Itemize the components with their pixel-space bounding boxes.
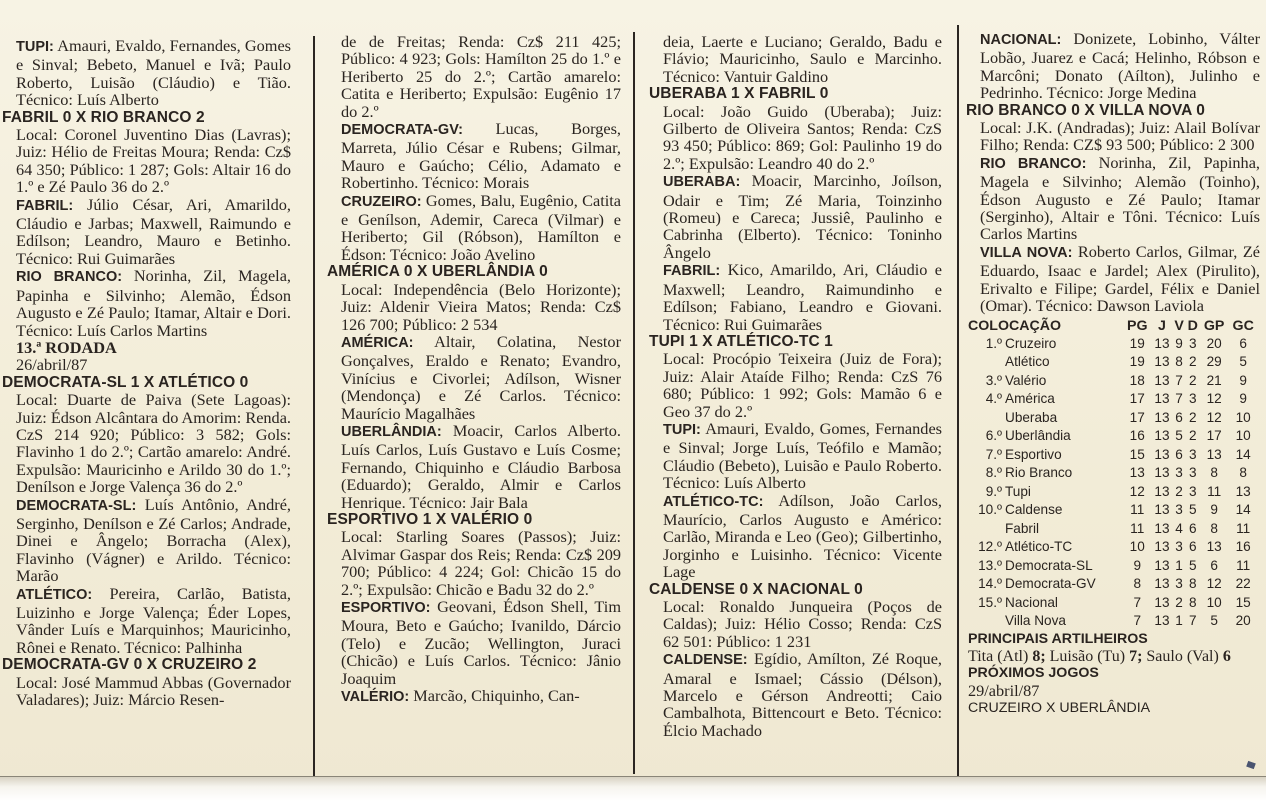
standings-row [968,483,1258,502]
standings-d: 7 [1188,613,1197,628]
team-label: RIO BRANCO: [980,155,1087,172]
standings-j: 13 [1154,409,1170,425]
match-info: Local: Procópio Teixeira (Juiz de Fora); Juiz: Alair Ataíde Filho; Renda: CzS 76 680; Público: 1 992; Gols: Mamão 6 e Geo 37 do 2.º [663,349,942,421]
standings-v: 1 [1175,613,1183,628]
standings-gc: 8 [1239,465,1247,480]
scorer-goals: 8 [1032,647,1041,665]
standings-v: 6 [1175,409,1183,425]
lineup-paragraph [655,261,942,333]
lineup-text: Adílson, João Carlos, Maurício, Carlos Augusto e Américo: Carlão, Miranda e Leo (Geo); Gilbertinho, Jorginho e Luisinho. Técnico: Vicente Lage [663,490,943,582]
standings-gp: 11 [1207,483,1222,499]
lineup-paragraph [972,30,1260,102]
standings-v: 8 [1175,354,1183,369]
separator: ; [1040,647,1046,665]
standings-gp: 20 [1206,335,1222,351]
lineup-text: Gomes, Balu, Eugênio, Catita e Genílson, Ademir, Careca (Vilmar) e Heriberto; Gil (Róbson), Hamílton e Édson: Técnico: João Avelino [341,190,622,264]
standings-pg: 17 [1129,391,1145,406]
standings-d: 6 [1188,539,1197,554]
lineup-paragraph [8,37,291,109]
standings-v: 3 [1175,465,1183,480]
column-2 [327,32,622,706]
standings-v: 1 [1175,557,1183,573]
match-title: DEMOCRATA-GV 0 X CRUZEIRO 2 [2,656,257,674]
team-label: CALDENSE: [663,652,748,669]
standings-row [968,390,1258,409]
standings-d: 5 [1188,557,1197,573]
standings-d: 3 [1188,335,1197,351]
round-title: 13.ª RODADA [16,337,117,357]
standings-gc: 11 [1236,557,1251,573]
lineup-text: Roberto Carlos, Gilmar, Zé Eduardo, Isaac e Jardel; Alex (Pirulito), Erivalto e Filipe; Gardel, Félix e Daniel (Omar). Técnico: Dawson Laviola [980,241,1261,316]
scorer-goals: 6 [1222,647,1231,665]
standings-position: 12.º [978,539,1002,554]
standings-position: 6.º [985,428,1002,443]
standings-gp: 5 [1210,613,1218,628]
match-info: Local: José Mammud Abbas (Governador Valadares); Juiz: Márcio Resen- [16,672,291,710]
standings-gp: 13 [1206,446,1222,462]
match-title: TUPI 1 X ATLÉTICO-TC 1 [649,332,833,350]
lineup-paragraph [972,154,1260,243]
standings-gc: 22 [1235,576,1251,591]
lineup-paragraph [8,496,291,585]
standings-pg: 12 [1129,483,1145,499]
standings-j: 13 [1154,557,1170,573]
standings-position [968,520,1005,539]
standings-d: 3 [1188,483,1197,499]
lineup-text: Amauri, Evaldo, Fernandes, Gomes e Sinval; Bebeto, Manuel e Ivã; Paulo Roberto, Luisão (Cláudio) e Tião. Técnico: Luís Alberto [16,36,292,110]
standings-pg: 18 [1129,372,1145,388]
match-title: AMÉRICA 0 X UBERLÂNDIA 0 [327,263,548,281]
standings-pg: 9 [1133,557,1142,573]
standings-gc: 14 [1235,446,1251,462]
standings-d: 2 [1188,428,1197,443]
lineup-text: Donizete, Lobinho, Válter Lobão, Juarez e Cacá; Helinho, Róbson e Marcôni; Donato (Aílton), Julinho e Pedrinho. Técnico: Jorge Medina [980,29,1260,103]
standings-team: Atlético [1005,354,1050,369]
match-title: UBERABA 1 X FABRIL 0 [649,85,829,103]
match-info: de de Freitas; Renda: Cz$ 211 425; Público: 4 923; Gols: Hamílton 25 do 1.º e Heriberto 25 do 2.º; Cartão amarelo: Catita e Heriberto; Expulsão: Eugênio 17 do 2.º [341,32,621,121]
standings-gp: 10 [1206,594,1222,610]
lineup-paragraph [8,267,291,339]
lineup-text: Júlio César, Ari, Amarildo, Cláudio e Jarbas; Maxwell, Raimundo e Edílson; Leandro, Mauro e Betinho. Técnico: Rui Guimarães [16,194,291,268]
match-info: Local: Ronaldo Junqueira (Poços de Caldas); Juiz: Hélio Cosso; Renda: CzS 62 501: Público: 1 231 [663,597,942,651]
standings-d: 2 [1188,354,1197,369]
standings-team: Fabril [1005,520,1039,536]
standings-row [968,575,1258,594]
standings-row [968,409,1258,428]
column-rule [957,25,959,777]
standings-pg: 19 [1129,335,1145,351]
lineup-text: Kico, Amarildo, Ari, Cláudio e Maxwell; Leandro, Raimundinho e Edílson; Fabiano, Leandro e Giovani. Técnico: Rui Guimarães [663,260,942,334]
standings-team: Democrata-SL [1005,557,1093,573]
standings-j: 13 [1154,520,1170,536]
lineup-paragraph [655,650,942,739]
lineup-paragraph [8,585,291,657]
paper-bottom-edge [0,776,1266,801]
standings-pg: 16 [1129,428,1145,443]
standings-j: 13 [1154,428,1170,443]
team-label: DEMOCRATA-GV: [341,122,463,139]
standings-row [968,501,1258,520]
team-label: NACIONAL: [980,32,1062,48]
standings-gc: 5 [1239,354,1247,369]
team-label: ATLÉTICO-TC: [663,493,764,510]
match-title: CALDENSE 0 X NACIONAL 0 [649,580,863,598]
standings-gp: 8 [1210,465,1218,480]
next-games-title: PRÓXIMOS JOGOS [968,664,1099,681]
standings-team: Cruzeiro [1005,335,1057,351]
team-label: RIO BRANCO: [16,269,123,286]
standings-table [968,317,1258,631]
standings-d: 2 [1188,409,1197,425]
standings-gp: 9 [1210,502,1218,517]
standings-row [968,335,1258,354]
standings-position: 15.º [978,594,1002,610]
standings-gc: 10 [1235,428,1251,443]
lineup-text: Luís Antônio, André, Serginho, Denílson e Zé Carlos; Andrade, Dinei e Ângelo; Borracha (Alex), Flavinho (Vágner) e Arildo. Técnico: Marão [16,494,292,586]
next-games-date: 29/abril/87 [968,680,1040,700]
standings-team: Esportivo [1005,446,1062,462]
standings-gc: 13 [1235,483,1251,499]
scorer-name: Tita (Atl) [968,647,1029,665]
separator: ; [1137,647,1143,665]
lineup-paragraph [972,243,1260,315]
scorers-title: PRINCIPAIS ARTILHEIROS [968,630,1148,647]
standings-position: 1.º [985,335,1002,351]
standings-j: 13 [1154,483,1170,499]
standings-position [968,612,1005,631]
standings-pg: 8 [1133,576,1142,591]
standings-gp: 29 [1206,354,1222,369]
standings-d: 2 [1188,372,1197,388]
team-label: CRUZEIRO: [341,193,422,210]
standings-gc: 14 [1235,502,1251,517]
standings-team: América [1005,391,1055,406]
match-title: ESPORTIVO 1 X VALÉRIO 0 [327,510,533,528]
team-label: FABRIL: [663,263,721,280]
standings-team: Uberaba [1005,409,1058,425]
standings-position: 9.º [985,483,1002,499]
standings-row [968,520,1258,539]
team-label: FABRIL: [16,197,74,214]
column-1 [2,36,292,710]
standings-row [968,446,1258,465]
standings-team: Villa Nova [1005,613,1066,628]
standings-pg: 7 [1133,613,1142,628]
match-info: Local: Independência (Belo Horizonte); Juiz: Aldenir Vieira Matos; Renda: Cz$ 126 700; Público: 2 534 [341,279,621,334]
standings-j: 13 [1154,502,1170,517]
standings-j: 13 [1154,372,1170,388]
standings-v: 6 [1175,446,1183,462]
team-label: ESPORTIVO: [341,600,431,616]
standings-j: 13 [1154,391,1170,406]
standings-v: 7 [1175,372,1183,388]
team-label: UBERLÂNDIA: [341,423,442,440]
scorers-line [968,648,1260,665]
standings-v: 3 [1175,539,1183,554]
header-gc: GC [1232,317,1254,334]
match-info: Local: J.K. (Andradas); Juiz: Alail Bolívar Filho; Renda: CZ$ 93 500; Público: 2 300 [980,118,1260,155]
standings-j: 13 [1154,539,1170,554]
standings-position: 3.º [985,372,1002,388]
standings-pg: 15 [1129,446,1145,462]
lineup-text: Pereira, Carlão, Batista, Luizinho e Jorge Valença; Éder Lopes, Vânder Luís e Marquinhos; Mauricinho, Rônei e Renato. Técnico: Palhinha [16,583,291,657]
match-title: FABRIL 0 X RIO BRANCO 2 [2,108,205,126]
lineup-text: deia, Laerte e Luciano; Geraldo, Badu e Flávio; Mauricinho, Saulo e Marcinho. Técnico: Vantuir Galdino [663,32,942,86]
standings-pg: 7 [1133,594,1142,610]
team-label: VILLA NOVA: [980,244,1073,261]
standings-gc: 15 [1235,594,1251,610]
column-4 [966,29,1261,717]
standings-v: 4 [1175,520,1183,536]
standings-v: 3 [1175,502,1183,517]
standings-row [968,612,1258,631]
standings-gp: 12 [1206,576,1222,591]
standings-d: 6 [1188,520,1197,536]
team-label: UBERABA: [663,174,741,191]
standings-team: Valério [1005,372,1047,388]
standings-pg: 17 [1129,409,1145,425]
standings-pg: 10 [1129,539,1145,554]
lineup-text: Marcão, Chiquinho, Can- [413,686,580,706]
lineup-paragraph [333,598,621,687]
team-label: ATLÉTICO: [16,586,93,603]
standings-pg: 13 [1129,465,1145,480]
header-gp: GP [1203,317,1225,334]
lineup-paragraph [8,196,291,268]
lineup-paragraph [333,333,621,422]
standings-pg: 11 [1130,520,1145,536]
standings-d: 8 [1188,576,1197,591]
standings-gp: 17 [1206,428,1222,443]
match-info: Local: João Guido (Uberaba); Juiz: Gilberto de Oliveira Santos; Renda: CzS 93 450; Público: 869; Gol: Paulinho 19 do 2.º; Expulsão: Leandro 40 do 2.º [663,101,942,173]
lineup-text: Altair, Colatina, Nestor Gonçalves, Eraldo e Renato; Evandro, Vinícius e Civorlei; Adílson, Wisner (Mendonça) e Zé Carlos. Técnico: Maurício Magalhães [341,331,621,423]
standings-team: Uberlândia [1005,428,1071,443]
standings-row [968,464,1258,483]
standings-d: 3 [1188,465,1197,480]
lineup-text: Geovani, Édson Shell, Tim Moura, Beto e Gaúcho; Ivanildo, Dárcio (Telo) e Zucão; Wellington, Juraci (Chicão) e Luís Carlos. Técnico: Jânio Joaquim [341,597,621,688]
standings-v: 3 [1175,576,1183,591]
standings-v: 2 [1175,483,1183,499]
match-title: DEMOCRATA-SL 1 X ATLÉTICO 0 [2,373,249,391]
standings-v: 9 [1175,335,1183,351]
standings-body [968,335,1258,631]
standings-gp: 13 [1206,539,1222,554]
team-label: DEMOCRATA-SL: [16,497,137,514]
standings-j: 13 [1154,576,1170,591]
standings-position [968,353,1005,372]
header-d: D [1187,317,1198,334]
standings-gc: 10 [1235,409,1251,425]
lineup-paragraph [655,172,942,261]
lineup-paragraph [655,492,942,581]
standings-position: 10.º [978,502,1002,517]
column-rule [633,32,635,774]
match-info: Local: Duarte de Paiva (Sete Lagoas): Juiz: Édson Alcântara do Amorim: Renda. CzS 214 920; Público: 3 582; Gols: Flavinho 1 do 2.º; Cartão amarelo: André. Expulsão: Mauricinho e Arildo 30 do 1.º; Denílson e Jorge Valença 36 do 2.º [16,390,291,497]
standings-row [968,427,1258,446]
standings-gp: 21 [1206,372,1222,388]
standings-team: Rio Branco [1005,465,1073,480]
standings-pg: 19 [1129,354,1145,369]
standings-team: Democrata-GV [1005,576,1096,591]
standings-pg: 11 [1130,502,1145,517]
standings-row [968,557,1258,576]
scorer-name: Luisão (Tu) [1049,647,1126,665]
lineup-text: Lucas, Borges, Marreta, Júlio César e Rubens; Gilmar, Mauro e Gaúcho; Célio, Adamato e Robertinho. Técnico: Morais [341,119,621,193]
column-rule [313,36,315,778]
round-date: 26/abril/87 [16,355,88,375]
standings-gc: 20 [1235,613,1251,628]
standings-j: 13 [1154,594,1170,610]
standings-team: Nacional [1005,594,1058,610]
team-label: VALÉRIO: [341,689,410,706]
match-title: RIO BRANCO 0 X VILLA NOVA 0 [966,101,1205,119]
standings-gp: 12 [1206,391,1222,406]
standings-row [968,372,1258,391]
standings-row [968,353,1258,372]
standings-gp: 6 [1210,557,1218,573]
standings-j: 13 [1154,446,1170,462]
standings-position: 4.º [985,391,1002,406]
standings-j: 13 [1154,354,1170,369]
standings-row [968,538,1258,557]
match-info: Local: Starling Soares (Passos); Juiz: Alvimar Gaspar dos Reis; Renda: Cz$ 209 700; Público: 4 224; Gol: Chicão 15 do 2.º; Expulsão: Chicão e Badu 32 do 2.º [341,527,621,599]
standings-team: Tupi [1005,483,1031,499]
lineup-paragraph [333,120,621,192]
header-j: J [1158,317,1166,334]
standings-d: 3 [1188,391,1197,406]
standings-d: 8 [1188,594,1197,610]
lineup-paragraph [655,420,942,492]
standings-position [968,409,1005,428]
standings-v: 2 [1175,594,1183,610]
team-label: AMÉRICA: [341,334,414,351]
standings-position: 8.º [985,465,1002,480]
lineup-text: Moacir, Carlos Alberto. Luís Carlos, Luís Gustavo e Luís Cosme; Fernando, Chiquinho e Cláudio Barbosa (Eduardo); Geraldo, Almir e Carlos Henrique. Técnico: Jair Bala [341,420,621,512]
lineup-paragraph [333,422,621,511]
standings-gp: 8 [1210,520,1218,536]
header-pg: PG [1126,317,1148,334]
standings-position: 7.º [985,446,1002,462]
standings-position: 14.º [978,576,1002,591]
standings-position: 13.º [978,557,1002,573]
match-info: Local: Coronel Juventino Dias (Lavras); Juiz: Hélio de Freitas Moura; Renda: Cz$ 64 350; Público: 1 287; Gols: Altair 16 do 1.º e Zé Paulo 36 do 2.º [16,125,291,197]
lineup-paragraph [333,687,621,706]
lineup-text: Egídio, Amílton, Zé Roque, Amaral e Ismael; Cássio (Délson), Marcelo e Gérson Andreotti; Caio Cambalhota, Bittencourt e Beto. Técnico: Élcio Machado [663,649,942,740]
standings-j: 13 [1154,465,1170,480]
standings-d: 3 [1188,446,1197,462]
column-3 [649,32,943,740]
standings-gc: 9 [1239,391,1247,406]
standings-header-row [968,317,1258,335]
standings-row [968,594,1258,613]
lineup-text: Moacir, Marcinho, Joílson, Odair e Tim; Zé Maria, Toinzinho (Romeu) e Careca; Jussiê, Paulinho e Cabrinha (Elberto). Técnico: Toninho Ângelo [663,171,942,262]
lineup-paragraph [333,192,621,264]
scorer-goals: 7 [1129,647,1138,665]
lineup-text: Norinha, Zil, Magela, Papinha e Silvinho; Alemão, Édson Augusto e Zé Paulo; Itamar, Altair e Dori. Técnico: Luís Carlos Martins [16,266,291,340]
standings-d: 5 [1188,502,1197,517]
next-match: CRUZEIRO X UBERLÂNDIA [968,699,1151,716]
standings-j: 13 [1154,613,1170,628]
team-label: TUPI: [663,421,701,438]
standings-gp: 12 [1206,409,1222,425]
standings-gc: 16 [1235,539,1251,554]
standings-team: Atlético-TC [1005,539,1073,554]
standings-gc: 11 [1236,520,1251,536]
header-v: V [1174,317,1184,334]
standings-gc: 9 [1239,372,1247,388]
standings-v: 7 [1175,391,1183,406]
scorer-name: Saulo (Val) [1146,647,1219,665]
standings-j: 13 [1154,335,1170,351]
lineup-text: Amauri, Evaldo, Gomes, Fernandes e Sinval; Jorge Luís, Teófilo e Mamão; Cláudio (Bebeto), Luisão e Paulo Roberto. Técnico: Luís Alberto [663,418,943,493]
standings-gc: 6 [1239,335,1247,351]
standings-team: Caldense [1005,502,1063,517]
standings-v: 5 [1175,428,1183,443]
header-colocacao: COLOCAÇÃO [968,317,1062,334]
lineup-text: Norinha, Zil, Papinha, Magela e Silvinho; Alemão (Toinho), Édson Augusto e Zé Paulo; Itamar (Serginho), Altair e Tôni. Técnico: Luís Carlos Martins [980,152,1260,244]
team-label: TUPI: [16,39,54,55]
